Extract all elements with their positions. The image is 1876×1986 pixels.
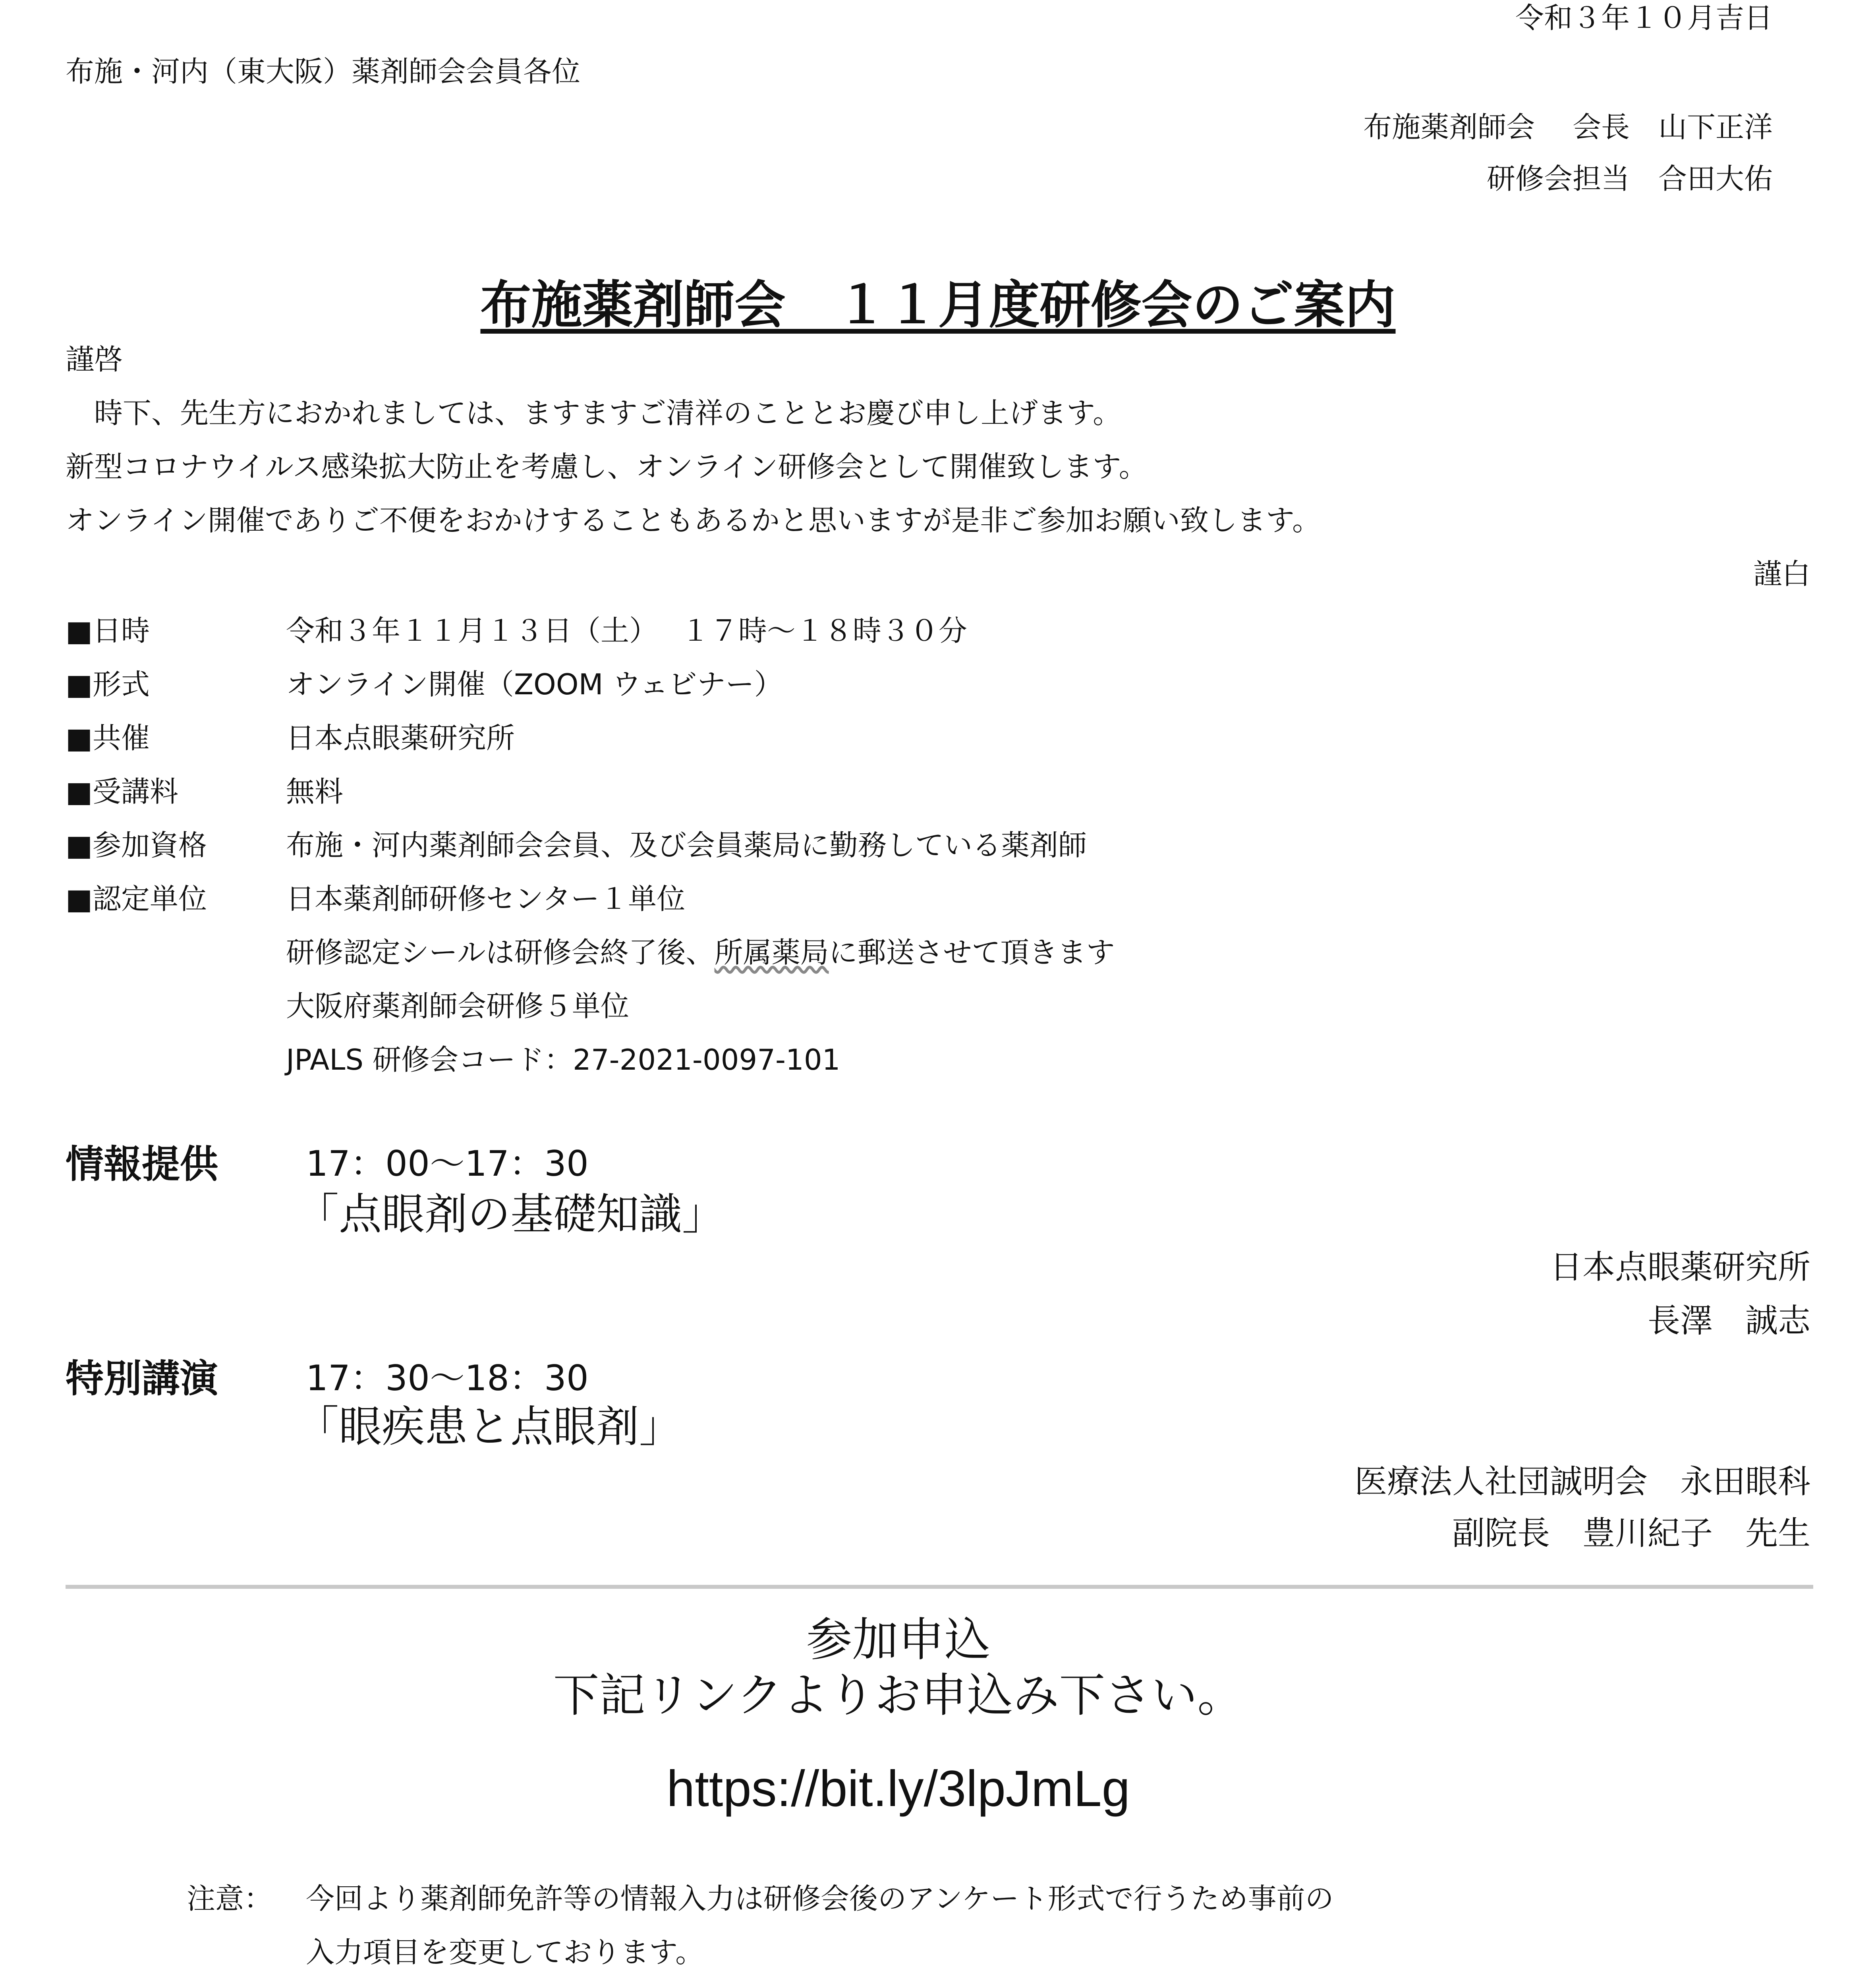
- application-url-link[interactable]: https://bit.ly/3lpJmLg: [667, 1760, 1130, 1817]
- session-1-title: 「点眼剤の基礎知識」: [296, 1190, 725, 1239]
- detail-label-credits: ■認定単位: [66, 882, 207, 916]
- application-heading: 参加申込: [806, 1613, 991, 1667]
- detail-label-cosponsor: ■共催: [66, 721, 150, 755]
- detail-label-eligibility: ■参加資格: [66, 829, 207, 862]
- detail-value-cosponsor: 日本点眼薬研究所: [286, 721, 515, 755]
- detail-value-format: オンライン開催（ZOOM ウェビナー）: [286, 668, 783, 701]
- credit-osaka: 大阪府薬剤師会研修５単位: [286, 989, 630, 1023]
- sender-organizer: 研修会担当 合田大佑: [1486, 162, 1773, 195]
- greeting-close: 謹白: [1753, 557, 1810, 591]
- detail-label-datetime: ■日時: [66, 614, 150, 647]
- session-1-time: 17：00～17：30: [306, 1143, 589, 1184]
- credit-seal-suffix: に郵送させて頂きます: [829, 936, 1115, 969]
- issue-date: 令和３年１０月吉日: [1515, 1, 1773, 35]
- session-1-speaker-org: 日本点眼薬研究所: [1549, 1248, 1810, 1286]
- detail-value-credits: 日本薬剤師研修センター１単位: [286, 882, 686, 916]
- credit-jpals-code: JPALS 研修会コード：27-2021-0097-101: [286, 1043, 840, 1076]
- application-instruction: 下記リンクよりお申込み下さい。: [553, 1669, 1244, 1722]
- detail-value-fee: 無料: [286, 775, 344, 808]
- credit-seal-note: [286, 929, 1115, 971]
- session-2-title: 「眼疾患と点眼剤」: [296, 1402, 682, 1452]
- detail-label-fee: ■受講料: [66, 775, 179, 808]
- addressee: 布施・河内（東大阪）薬剤師会会員各位: [66, 55, 581, 88]
- session-2-speaker-name: 副院長 豊川紀子 先生: [1452, 1515, 1810, 1552]
- page-title: 布施薬剤師会 １１月度研修会のご案内: [480, 276, 1396, 335]
- greeting-open: 謹啓: [66, 343, 123, 376]
- detail-label-format: ■形式: [66, 668, 150, 701]
- session-1-speaker-name: 長澤 誠志: [1647, 1302, 1810, 1340]
- sender-president: 布施薬剤師会 会長 山下正洋: [1363, 110, 1773, 144]
- notice-label: 注意：: [187, 1882, 273, 1915]
- notice-line-1: 今回より薬剤師免許等の情報入力は研修会後のアンケート形式で行うため事前の: [306, 1882, 1334, 1915]
- credit-seal-prefix: 研修認定シールは研修会終了後、: [286, 936, 715, 969]
- section-divider: [66, 1585, 1813, 1589]
- session-2-heading: 特別講演: [66, 1356, 218, 1401]
- greeting-line-3: オンライン開催でありご不便をおかけすることもあるかと思いますが是非ご参加お願い致します。: [66, 504, 1321, 537]
- detail-value-datetime: 令和３年１１月１３日（土） １７時～１８時３０分: [286, 614, 967, 647]
- credit-seal-wavy: 所属薬局: [714, 936, 829, 969]
- detail-value-eligibility: 布施・河内薬剤師会会員、及び会員薬局に勤務している薬剤師: [286, 829, 1087, 862]
- session-2-time: 17：30～18：30: [306, 1358, 589, 1399]
- notice-line-2: 入力項目を変更しております。: [306, 1936, 704, 1969]
- greeting-line-2: 新型コロナウイルス感染拡大防止を考慮し、オンライン研修会として開催致します。: [66, 450, 1148, 483]
- greeting-line-1: 時下、先生方におかれましては、ますますご清祥のこととお慶び申し上げます。: [66, 396, 1122, 430]
- session-2-speaker-org: 医療法人社団誠明会 永田眼科: [1354, 1463, 1810, 1501]
- session-1-heading: 情報提供: [66, 1142, 218, 1186]
